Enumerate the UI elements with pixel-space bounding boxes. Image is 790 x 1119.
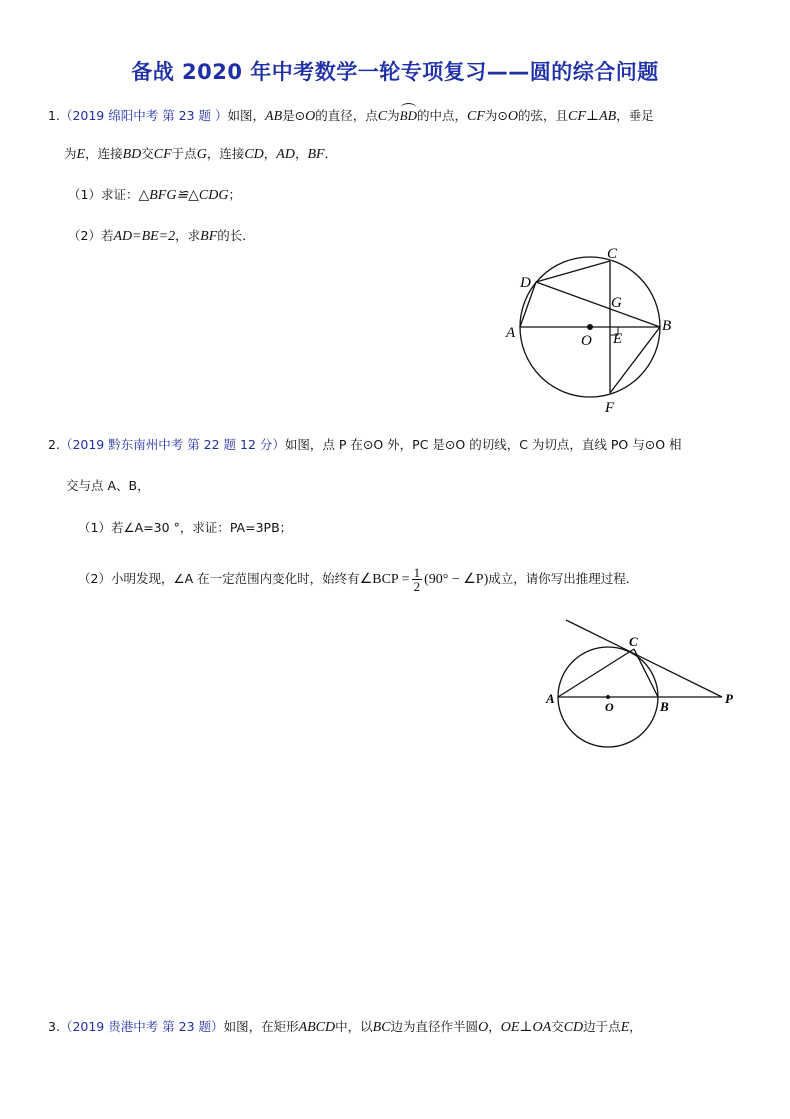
q2-part-1: （1）若∠A=30 °，求证：PA=3PB； — [78, 520, 293, 535]
label-o: O — [605, 700, 614, 714]
q3-number: 3. — [48, 1019, 60, 1034]
segment-cb — [634, 649, 658, 697]
q2-number: 2. — [48, 437, 60, 452]
q1-circle-figure — [500, 246, 670, 418]
center-dot — [587, 324, 593, 330]
label-g: G — [611, 295, 622, 311]
label-c: C — [607, 246, 618, 262]
segment-ac — [558, 649, 634, 697]
q2-tangent-figure — [540, 612, 750, 752]
label-b: B — [660, 699, 669, 714]
label-f: F — [605, 400, 615, 416]
label-d: D — [520, 275, 531, 291]
q2-part-2: （2）小明发现，∠A 在一定范围内变化时，始终有∠BCP = $\frac{1}{2}$ (90° − ∠P)成立，请你写出推理过程. — [78, 565, 630, 594]
q3-source: （2019 贵港中考 第 23 题） — [59, 1019, 224, 1034]
label-a: A — [506, 325, 516, 341]
label-o: O — [581, 333, 592, 349]
fraction-half: $\frac{1}{2}$ — [413, 565, 421, 594]
tangent-pc — [566, 620, 722, 697]
arc-bd: BD — [399, 108, 417, 123]
q1-line-2: 为E，连接BD交CF于点G，连接CD，AD，BF． — [64, 146, 338, 162]
center-dot — [606, 695, 610, 699]
q2-line-1: 2.（2019 黔东南州中考 第 22 题 12 分）如图，点 P 在⊙O 外，PC 是⊙O 的切线，C 为切点，直线 PO 与⊙O 相 — [48, 437, 682, 452]
q2-source: （2019 黔东南州中考 第 22 题 12 分） — [59, 437, 285, 452]
q2-line-2: 交与点 A、B， — [66, 478, 150, 493]
label-e: E — [613, 331, 623, 347]
label-b: B — [662, 318, 672, 334]
q1-number: 1. — [48, 108, 60, 123]
q3-line-1: 3.（2019 贵港中考 第 23 题）如图，在矩形ABCD中，以BC边为直径作半圆O，OE⊥OA交CD边于点E， — [48, 1019, 642, 1035]
label-c: C — [629, 634, 638, 649]
q1-part-2: （2）若AD=BE=2，求BF的长． — [68, 228, 255, 244]
label-a: A — [546, 691, 555, 706]
q1-part-1: （1）求证：△BFG≌△CDG； — [68, 187, 242, 203]
q1-source: （2019 绵阳中考 第 23 题 ） — [59, 108, 228, 123]
segment-bd — [536, 282, 660, 327]
q1-line-1: 1.（2019 绵阳中考 第 23 题 ）如图，AB是⊙O的直径，点C为BD的中点，CF为⊙O的弦，且CF⊥AB，垂足 — [48, 108, 654, 124]
page-title: 备战 2020 年中考数学一轮专项复习——圆的综合问题 — [131, 60, 659, 84]
label-p: P — [725, 691, 733, 706]
